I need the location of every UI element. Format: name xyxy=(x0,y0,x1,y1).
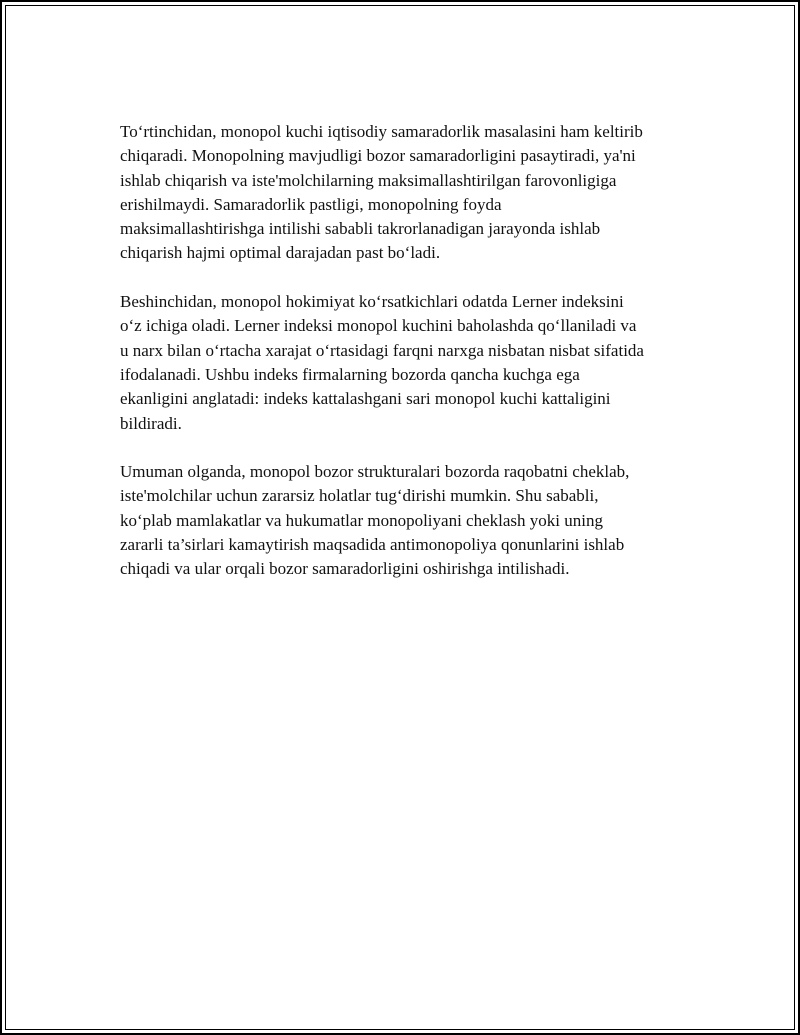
paragraph-conclusion: Umuman olganda, monopol bozor strukturalari bozorda raqobatni cheklab, iste'molchilar uchun zararsiz holatlar tug‘dirishi mumkin. Shu sababli, ko‘plab mamlakatlar va hukumatlar monopoliyani cheklash yoki uning zararli ta’sirlari kamaytirish maqsadida antimonopoliya qonunlarini ishlab chiqadi va ular orqali bozor samaradorligini oshirishga intilishadi. xyxy=(120,462,630,579)
document-body xyxy=(120,120,700,606)
paragraph-economic-efficiency: To‘rtinchidan, monopol kuchi iqtisodiy samaradorlik masalasini ham keltirib chiqaradi. Monopolning mavjudligi bozor samaradorligini pasaytiradi, ya'ni ishlab chiqarish va iste'molchilarning maksimallashtirilgan farovonligiga erishilmaydi. Samaradorlik pastligi, monopolning foyda maksimallashtirishga intilishi sababli takrorlanadigan jarayonda ishlab chiqarish hajmi optimal darajadan past bo‘ladi. xyxy=(120,122,643,263)
paragraph-lerner-index: Beshinchidan, monopol hokimiyat ko‘rsatkichlari odatda Lerner indeksini o‘z ichiga oladi. Lerner indeksi monopol kuchini baholashda qo‘llaniladi va u narx bilan o‘rtacha xarajat o‘rtasidagi farqni narxga nisbatan nisbat sifatida ifodalanadi. Ushbu indeks firmalarning bozorda qancha kuchga ega ekanligini anglatadi: indeks kattalashgani sari monopol kuchi kattaligini bildiradi. xyxy=(120,292,644,433)
